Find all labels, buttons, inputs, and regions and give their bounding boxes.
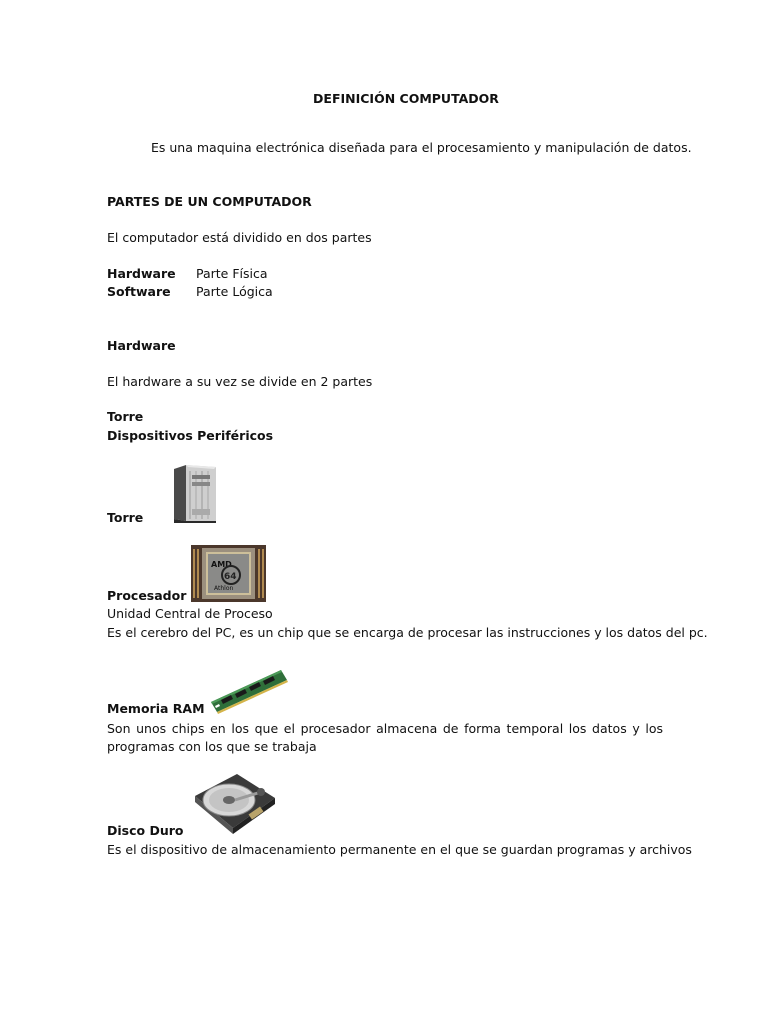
part-name-software: Software — [107, 284, 171, 299]
hard-disk-image — [191, 770, 278, 836]
hardware-heading: Hardware — [107, 338, 176, 353]
parts-heading: PARTES DE UN COMPUTADOR — [107, 194, 312, 209]
parts-intro: El computador está dividido en dos partes — [107, 230, 372, 245]
memoria-ram-description: Son unos chips en los que el procesador almacena de forma temporal los datos y los programas con los que se trabaja — [107, 721, 663, 754]
hardware-part-perifericos: Dispositivos Periféricos — [107, 428, 274, 443]
part-desc-software: Parte Lógica — [196, 284, 273, 299]
part-desc-hardware: Parte Física — [196, 266, 268, 281]
component-label-procesador: Procesador — [107, 588, 187, 603]
procesador-line-2: Es el cerebro del PC, es un chip que se encarga de procesar las instrucciones y los datos del pc. — [107, 625, 708, 640]
component-label-memoria-ram: Memoria RAM — [107, 701, 205, 716]
tower-image — [170, 463, 220, 523]
svg-text:64: 64 — [224, 572, 237, 582]
hardware-part-torre: Torre — [107, 409, 144, 424]
ram-image — [205, 658, 292, 716]
svg-text:AMD: AMD — [211, 560, 232, 569]
disco-duro-description: Es el dispositivo de almacenamiento permanente en el que se guardan programas y archivos — [107, 842, 692, 857]
component-label-disco-duro: Disco Duro — [107, 823, 184, 838]
hardware-intro: El hardware a su vez se divide en 2 partes — [107, 374, 373, 389]
processor-image — [191, 545, 266, 602]
part-name-hardware: Hardware — [107, 266, 176, 281]
document-title: DEFINICIÓN COMPUTADOR — [313, 91, 499, 106]
svg-text:Athlon: Athlon — [214, 585, 234, 592]
procesador-line-1: Unidad Central de Proceso — [107, 606, 273, 621]
component-label-torre: Torre — [107, 510, 144, 525]
definition-text: Es una maquina electrónica diseñada para el procesamiento y manipulación de datos. — [151, 140, 692, 155]
